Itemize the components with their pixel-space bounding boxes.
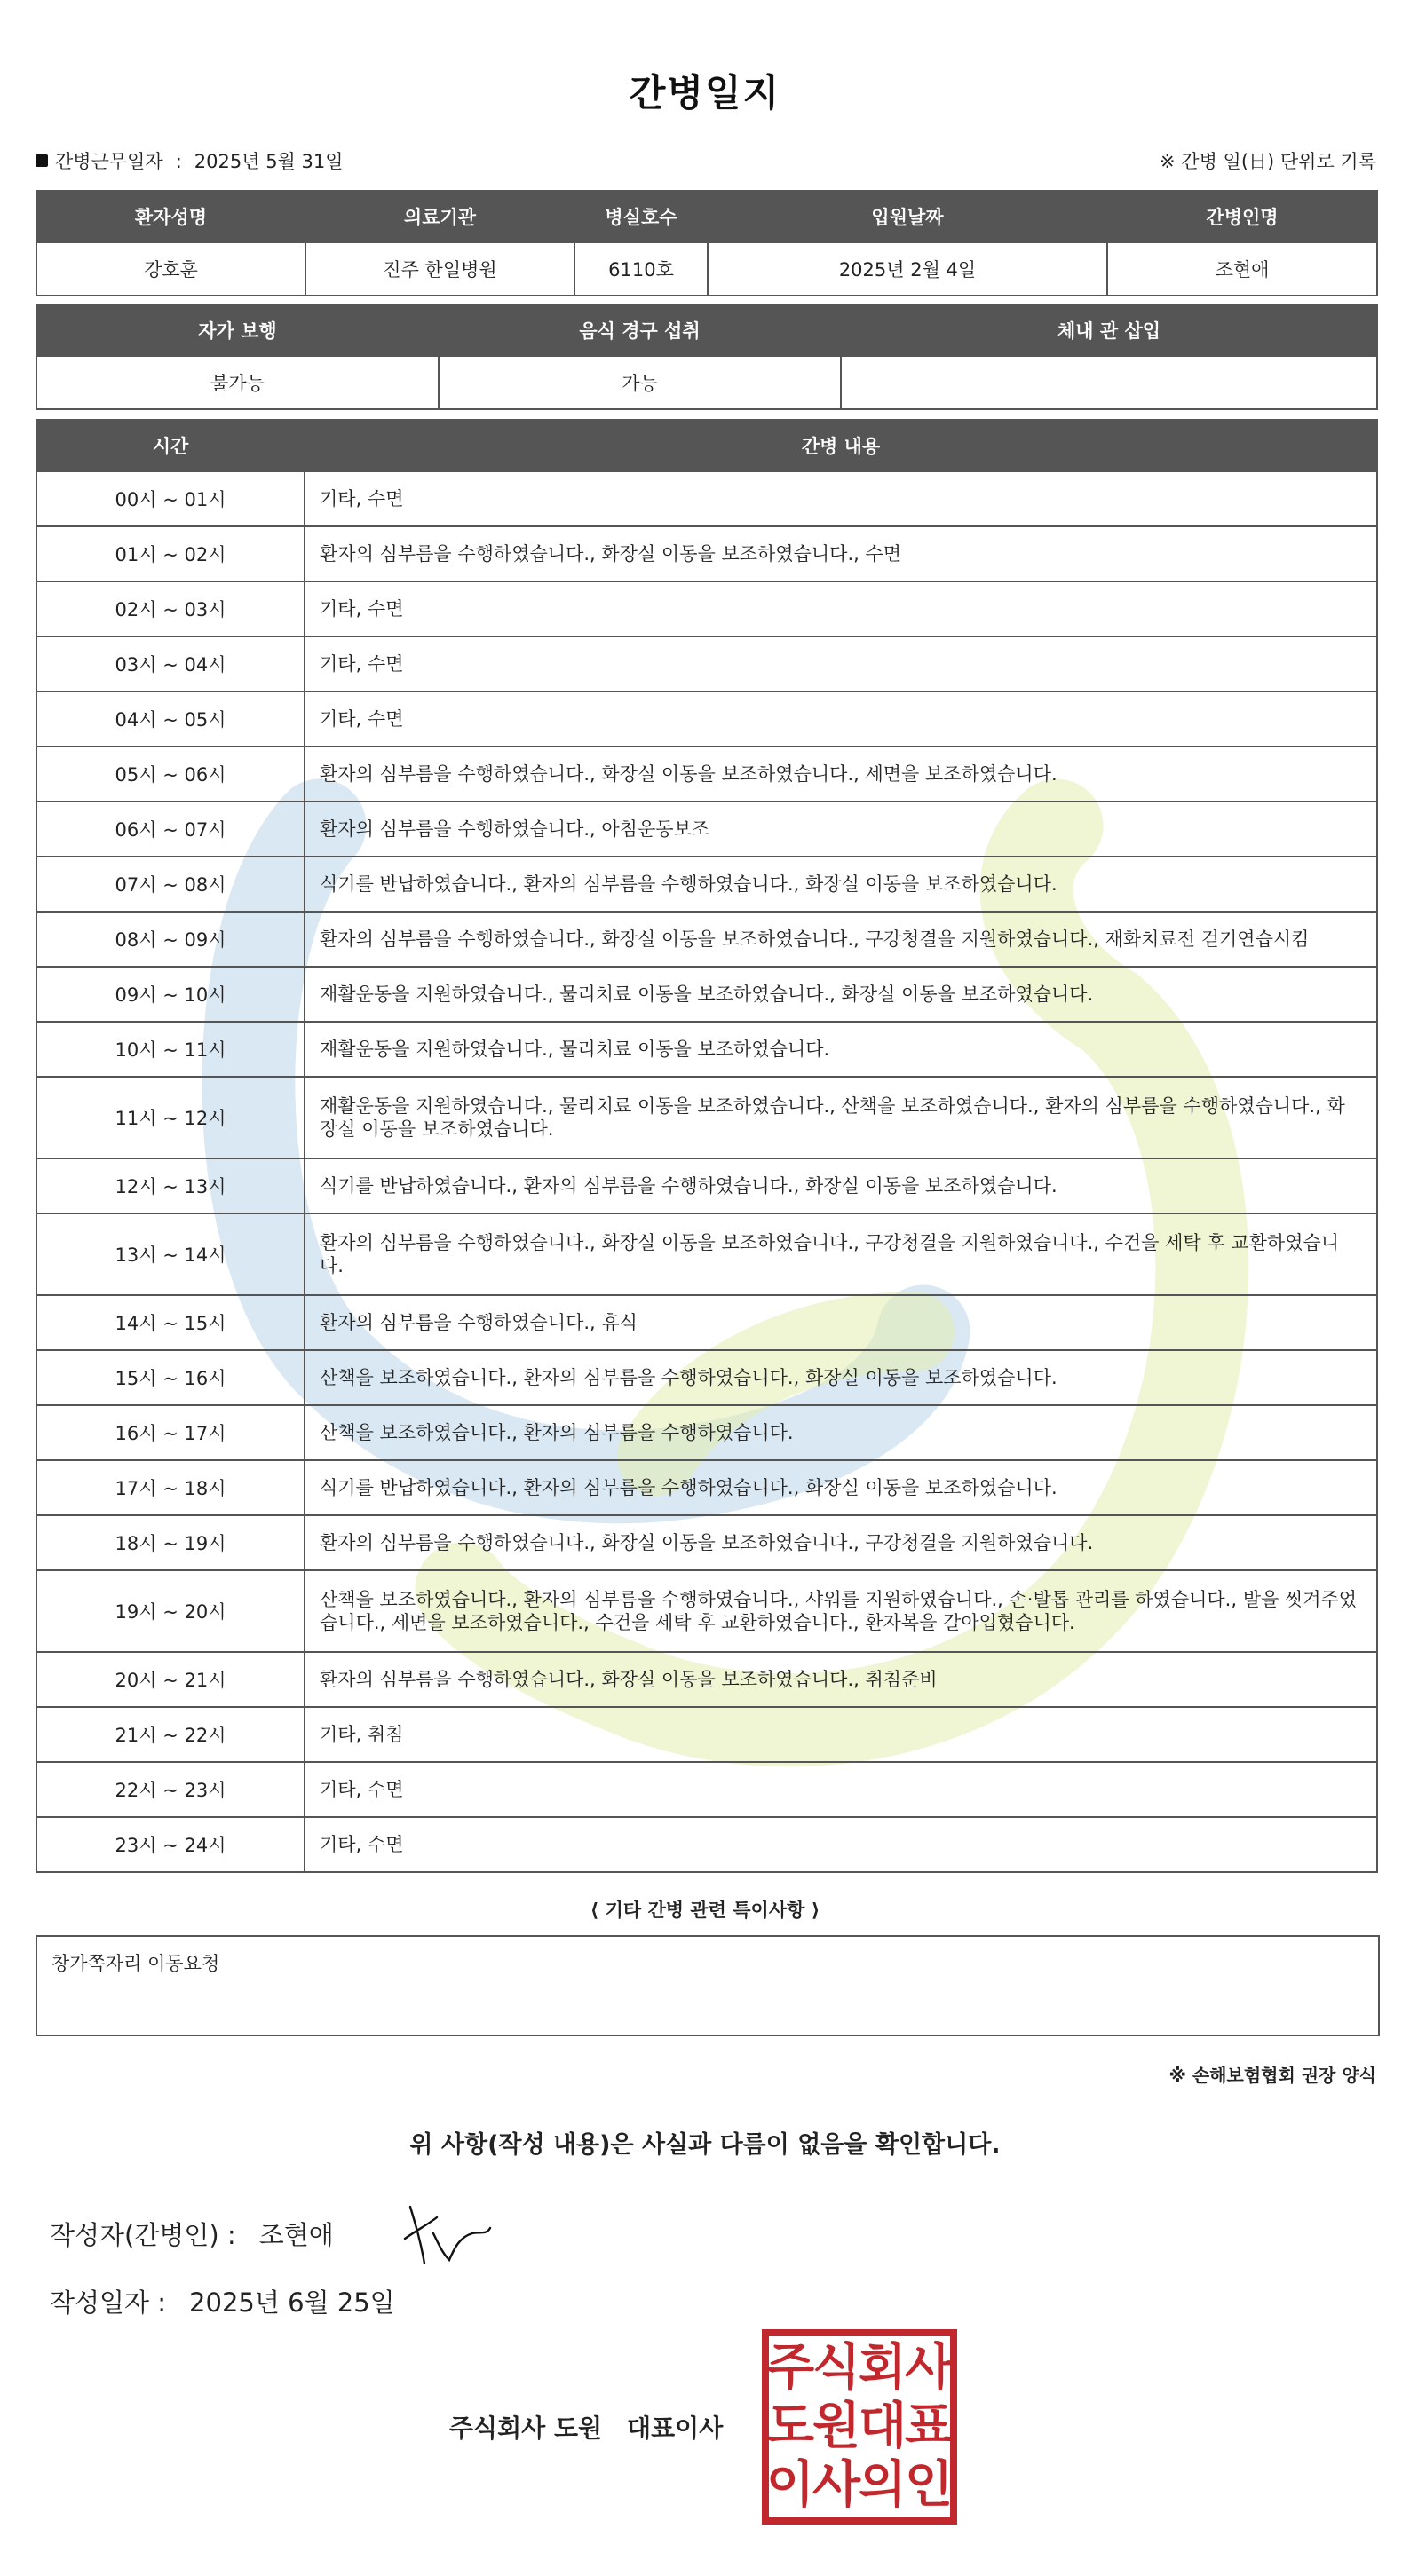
seal-character: 의 <box>858 2455 907 2514</box>
seal-character: 대 <box>858 2397 907 2455</box>
status-header-row <box>36 304 1377 356</box>
care-log-row <box>36 1652 1377 1707</box>
company-signature-line <box>449 2409 723 2445</box>
log-time: 13시 ~ 14시 <box>36 1213 305 1295</box>
room-header: 병실호수 <box>574 191 708 242</box>
care-log-row <box>36 1460 1377 1515</box>
record-unit-note: ※ 간병 일(日) 단위로 기록 <box>1160 151 1376 172</box>
seal-character: 회 <box>858 2338 907 2397</box>
log-content: 환자의 심부름을 수행하였습니다., 화장실 이동을 보조하였습니다., 구강청결을 지원하였습니다., 수건을 세탁 후 교환하였습니다. <box>305 1213 1377 1295</box>
log-time: 06시 ~ 07시 <box>36 802 305 857</box>
work-date-info <box>36 147 344 174</box>
log-content: 기타, 수면 <box>305 636 1377 691</box>
log-content: 환자의 심부름을 수행하였습니다., 아침운동보조 <box>305 802 1377 857</box>
log-time: 19시 ~ 20시 <box>36 1570 305 1652</box>
admission-date-header: 입원날짜 <box>708 191 1107 242</box>
admission-date: 2025년 2월 4일 <box>708 242 1107 296</box>
log-content: 기타, 수면 <box>305 691 1377 747</box>
log-time: 23시 ~ 24시 <box>36 1817 305 1872</box>
log-time: 11시 ~ 12시 <box>36 1077 305 1158</box>
patient-name: 강호훈 <box>36 242 305 296</box>
walking-value: 불가능 <box>36 356 439 409</box>
log-content: 환자의 심부름을 수행하였습니다., 화장실 이동을 보조하였습니다., 세면을 보조하였습니다. <box>305 747 1377 802</box>
log-time: 07시 ~ 08시 <box>36 857 305 912</box>
caregiver-header: 간병인명 <box>1107 191 1377 242</box>
work-date-value: 2025년 5월 31일 <box>194 151 344 172</box>
writer-line <box>50 2216 334 2252</box>
care-log-row <box>36 1570 1377 1652</box>
care-log-row <box>36 1077 1377 1158</box>
log-content: 재활운동을 지원하였습니다., 물리치료 이동을 보조하였습니다., 화장실 이동을 보조하였습니다. <box>305 967 1377 1022</box>
seal-character: 인 <box>904 2455 954 2514</box>
log-time: 14시 ~ 15시 <box>36 1295 305 1350</box>
log-time: 16시 ~ 17시 <box>36 1405 305 1460</box>
log-time: 03시 ~ 04시 <box>36 636 305 691</box>
care-log-row <box>36 691 1377 747</box>
log-content: 재활운동을 지원하였습니다., 물리치료 이동을 보조하였습니다. <box>305 1022 1377 1077</box>
status-value-row <box>36 356 1377 409</box>
hospital-name: 진주 한일병원 <box>305 242 574 296</box>
log-content: 기타, 취침 <box>305 1707 1377 1762</box>
log-content: 환자의 심부름을 수행하였습니다., 화장실 이동을 보조하였습니다., 구강청결을 지원하였습니다. <box>305 1515 1377 1570</box>
square-bullet-icon <box>36 154 48 167</box>
log-time: 04시 ~ 05시 <box>36 691 305 747</box>
care-log-row <box>36 1515 1377 1570</box>
log-time: 05시 ~ 06시 <box>36 747 305 802</box>
log-content: 산책을 보조하였습니다., 환자의 심부름을 수행하였습니다. <box>305 1405 1377 1460</box>
care-log-row <box>36 636 1377 691</box>
care-log-row <box>36 1762 1377 1817</box>
written-date-label: 작성일자 : <box>50 2288 167 2318</box>
care-log-row <box>36 912 1377 967</box>
log-content: 환자의 심부름을 수행하였습니다., 휴식 <box>305 1295 1377 1350</box>
log-content: 재활운동을 지원하였습니다., 물리치료 이동을 보조하였습니다., 산책을 보조하였습니다., 환자의 심부름을 수행하였습니다., 화장실 이동을 보조하였습니다. <box>305 1077 1377 1158</box>
writer-name: 조현애 <box>258 2220 334 2250</box>
care-log-row <box>36 967 1377 1022</box>
hospital-header: 의료기관 <box>305 191 574 242</box>
care-log-row <box>36 1350 1377 1405</box>
document-title: 간병일지 <box>629 71 781 115</box>
log-time: 02시 ~ 03시 <box>36 581 305 636</box>
care-log-row <box>36 581 1377 636</box>
log-time: 12시 ~ 13시 <box>36 1158 305 1213</box>
work-date-label: 간병근무일자 <box>55 151 163 172</box>
notes-title: ⟨ 기타 간병 관련 특이사항 ⟩ <box>590 1900 820 1921</box>
log-content: 기타, 수면 <box>305 1817 1377 1872</box>
log-time: 01시 ~ 02시 <box>36 526 305 581</box>
company-seal-stamp <box>760 2327 959 2526</box>
form-source-note: ※ 손해보험협회 권장 양식 <box>1168 2065 1376 2086</box>
content-header: 간병 내용 <box>305 420 1377 471</box>
oral-intake-header: 음식 경구 섭취 <box>439 304 841 356</box>
care-log-row <box>36 1405 1377 1460</box>
log-time: 20시 ~ 21시 <box>36 1652 305 1707</box>
confirmation-statement: 위 사항(작성 내용)은 사실과 다름이 없음을 확인합니다. <box>409 2131 1001 2159</box>
log-time: 09시 ~ 10시 <box>36 967 305 1022</box>
care-log-row <box>36 1213 1377 1295</box>
log-content: 산책을 보조하였습니다., 환자의 심부름을 수행하였습니다., 샤워를 지원하였습니다., 손·발톱 관리를 하였습니다., 발을 씻겨주었습니다., 세면을 보조하였습니다., 수건을 세탁 후 교환하였습니다., 환자복을 갈아입혔습니다. <box>305 1570 1377 1652</box>
seal-character: 표 <box>904 2397 954 2455</box>
patient-info-value-row <box>36 242 1377 296</box>
care-log-row <box>36 1022 1377 1077</box>
care-log-row <box>36 1295 1377 1350</box>
log-time: 00시 ~ 01시 <box>36 471 305 526</box>
patient-info-table <box>36 190 1378 296</box>
care-log-row <box>36 802 1377 857</box>
care-log-row <box>36 1817 1377 1872</box>
notes-box: 창가쪽자리 이동요청 <box>36 1935 1380 2036</box>
care-log-row <box>36 471 1377 526</box>
log-time: 15시 ~ 16시 <box>36 1350 305 1405</box>
oral-intake-value: 가능 <box>439 356 841 409</box>
company-role: 대표이사 <box>627 2414 724 2443</box>
log-time: 21시 ~ 22시 <box>36 1707 305 1762</box>
log-content: 산책을 보조하였습니다., 환자의 심부름을 수행하였습니다., 화장실 이동을 보조하였습니다. <box>305 1350 1377 1405</box>
log-content: 식기를 반납하였습니다., 환자의 심부름을 수행하였습니다., 화장실 이동을 보조하였습니다. <box>305 1460 1377 1515</box>
log-time: 22시 ~ 23시 <box>36 1762 305 1817</box>
log-time: 08시 ~ 09시 <box>36 912 305 967</box>
log-content: 기타, 수면 <box>305 581 1377 636</box>
handwritten-signature <box>398 2198 495 2269</box>
log-time: 18시 ~ 19시 <box>36 1515 305 1570</box>
care-log-row <box>36 1158 1377 1213</box>
log-content: 기타, 수면 <box>305 471 1377 526</box>
walking-header: 자가 보행 <box>36 304 439 356</box>
written-date-value: 2025년 6월 25일 <box>189 2288 395 2318</box>
tube-insertion-value <box>841 356 1377 409</box>
log-content: 식기를 반납하였습니다., 환자의 심부름을 수행하였습니다., 화장실 이동을 보조하였습니다. <box>305 1158 1377 1213</box>
patient-status-table <box>36 304 1378 410</box>
seal-character: 주 <box>765 2338 815 2397</box>
seal-character: 이 <box>765 2455 815 2514</box>
seal-character: 사 <box>904 2338 954 2397</box>
meta-row <box>36 147 1376 176</box>
tube-insertion-header: 체내 관 삽입 <box>841 304 1377 356</box>
caregiver-name: 조현애 <box>1107 242 1377 296</box>
log-time: 10시 ~ 11시 <box>36 1022 305 1077</box>
time-header: 시간 <box>36 420 305 471</box>
room-number: 6110호 <box>574 242 708 296</box>
written-date-line <box>50 2283 395 2319</box>
care-log-row <box>36 526 1377 581</box>
patient-info-header-row <box>36 191 1377 242</box>
care-log-header-row <box>36 420 1377 471</box>
log-time: 17시 ~ 18시 <box>36 1460 305 1515</box>
log-content: 환자의 심부름을 수행하였습니다., 화장실 이동을 보조하였습니다., 구강청결을 지원하였습니다., 재화치료전 걷기연습시킴 <box>305 912 1377 967</box>
seal-character: 도 <box>765 2397 815 2455</box>
log-content: 환자의 심부름을 수행하였습니다., 화장실 이동을 보조하였습니다., 수면 <box>305 526 1377 581</box>
company-name: 주식회사 도원 <box>449 2414 603 2443</box>
care-log-row <box>36 1707 1377 1762</box>
seal-character: 원 <box>812 2397 861 2455</box>
patient-name-header: 환자성명 <box>36 191 305 242</box>
care-log-row <box>36 857 1377 912</box>
care-log-row <box>36 747 1377 802</box>
seal-character: 식 <box>812 2338 861 2397</box>
care-log-table <box>36 419 1378 1873</box>
log-content: 식기를 반납하였습니다., 환자의 심부름을 수행하였습니다., 화장실 이동을 보조하였습니다. <box>305 857 1377 912</box>
seal-character: 사 <box>812 2455 861 2514</box>
colon: : <box>175 151 182 172</box>
log-content: 환자의 심부름을 수행하였습니다., 화장실 이동을 보조하였습니다., 취침준비 <box>305 1652 1377 1707</box>
writer-label: 작성자(간병인) : <box>50 2220 236 2250</box>
log-content: 기타, 수면 <box>305 1762 1377 1817</box>
